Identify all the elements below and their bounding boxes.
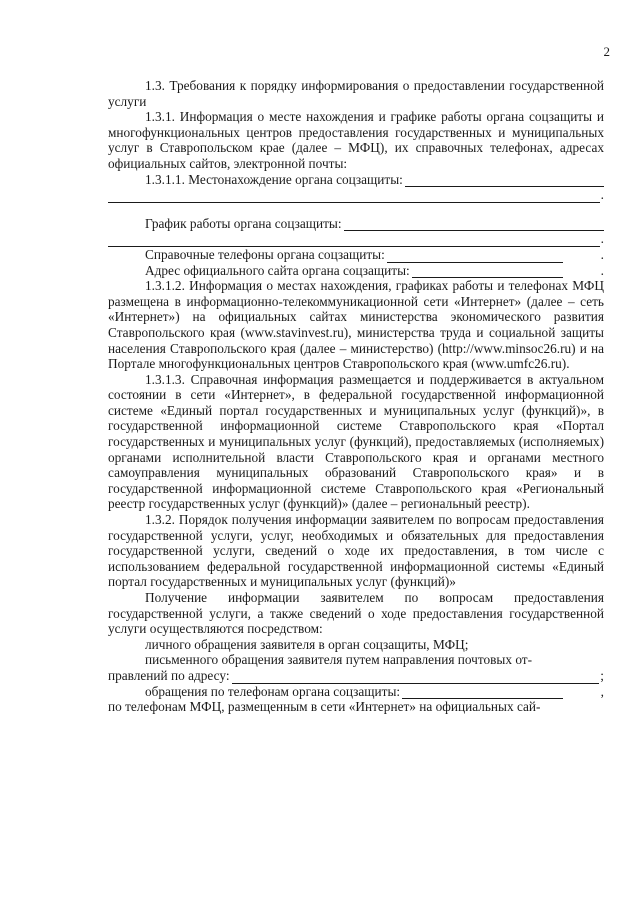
location-period: . — [600, 187, 604, 203]
phones-field — [108, 247, 604, 263]
location-label: 1.3.1.1. Местонахождение органа соцзащиты: — [145, 171, 403, 187]
postal-address-semicolon: ; — [600, 667, 604, 683]
postal-address-blank — [232, 671, 600, 684]
phones-call-blank — [402, 686, 563, 699]
schedule-blank-2 — [108, 234, 600, 247]
site-label: Адрес официального сайта органа соцзащиты: — [145, 262, 410, 278]
page-number: 2 — [603, 44, 610, 59]
document-body — [108, 78, 604, 715]
section-1-3-1: 1.3.1. Информация о месте нахождения и графике работы органа соцзащиты и многофункциональных центров предоставления государственных и муниципальных услуг в Ставропольском крае (далее – МФЦ), их справочных телефонах, адресах официальных сайтов, электронной почты: — [108, 109, 604, 171]
written-appeal-line-1: письменного обращения заявителя путем направления почтовых от- — [145, 652, 533, 668]
location-field — [108, 172, 604, 188]
section-1-3-1-3: 1.3.1.3. Справочная информация размещается и поддерживается в актуальном состоянии в сети «Интернет», в федеральной государственной информационной системе «Единый портал государственных и муниципальных услуг (функций)», в государственной информационной системе Ставропольского края «Портал государственных и муниципальных услуг (функций), предоставляемых (исполняемых) органами исполнительной власти Ставропольского края и органами местного самоуправления муниципальных образований Ставропольского края» и в государственной информационной системе Ставропольского края «Региональный реестр государственных услуг (функций)» (далее – региональный реестр). — [108, 371, 604, 512]
site-blank — [412, 265, 563, 278]
postal-address-field — [108, 668, 604, 684]
phones-call-field — [108, 684, 604, 700]
schedule-field — [108, 216, 604, 232]
section-1-3-2: 1.3.2. Порядок получения информации заявителем по вопросам предоставления государственной услуги, услуг, необходимых и обязательных для предоставления государственной услуги, сведений о ходе их предоставления, в том числе с использованием федеральной государственной информационной системы «Единый портал государственных и муниципальных услуг (функций)» — [108, 512, 604, 590]
phones-label: Справочные телефоны органа соцзащиты: — [145, 246, 385, 262]
section-1-3-1-2: 1.3.1.2. Информация о местах нахождения, графиках работы и телефонах МФЦ размещена в информационно-телекоммуникационной сети «Интернет» (далее – сеть «Интернет») на официальных сайтах министерства экономического развития Ставропольского края (www.stavinvest.ru), министерства труда и социальной защиты населения Ставропольского края (далее – министерство) (http://www.minsoc26.ru) и на Портале многофункциональных центров Ставропольского края (www.umfc26.ru). — [108, 278, 604, 372]
receipt-paragraph: Получение информации заявителем по вопросам предоставления государственной услуги, а также сведений о ходе предоставления государственной услуги осуществляются посредством: — [108, 590, 604, 637]
phones-blank — [387, 250, 563, 263]
schedule-blank — [344, 218, 604, 231]
site-field — [108, 263, 604, 279]
schedule-label: График работы органа соцзащиты: — [145, 215, 342, 231]
phones-call-label: обращения по телефонам органа соцзащиты: — [145, 683, 401, 699]
location-blank — [405, 174, 604, 187]
location-blank-line — [108, 187, 604, 203]
spacer — [108, 203, 604, 216]
section-1-3-title: 1.3. Требования к порядку информирования о предоставлении государственной услуги — [108, 78, 604, 109]
schedule-period: . — [600, 231, 604, 247]
last-line: по телефонам МФЦ, размещенным в сети «Интернет» на официальных сай- — [108, 699, 541, 715]
postal-address-label: правлений по адресу: — [108, 667, 230, 683]
phones-call-comma: , — [600, 683, 604, 699]
phones-period: . — [600, 246, 604, 262]
site-period: . — [600, 262, 604, 278]
personal-appeal: личного обращения заявителя в орган соцзащиты, МФЦ; — [145, 636, 469, 652]
location-blank-2 — [108, 190, 600, 203]
schedule-blank-line — [108, 231, 604, 247]
